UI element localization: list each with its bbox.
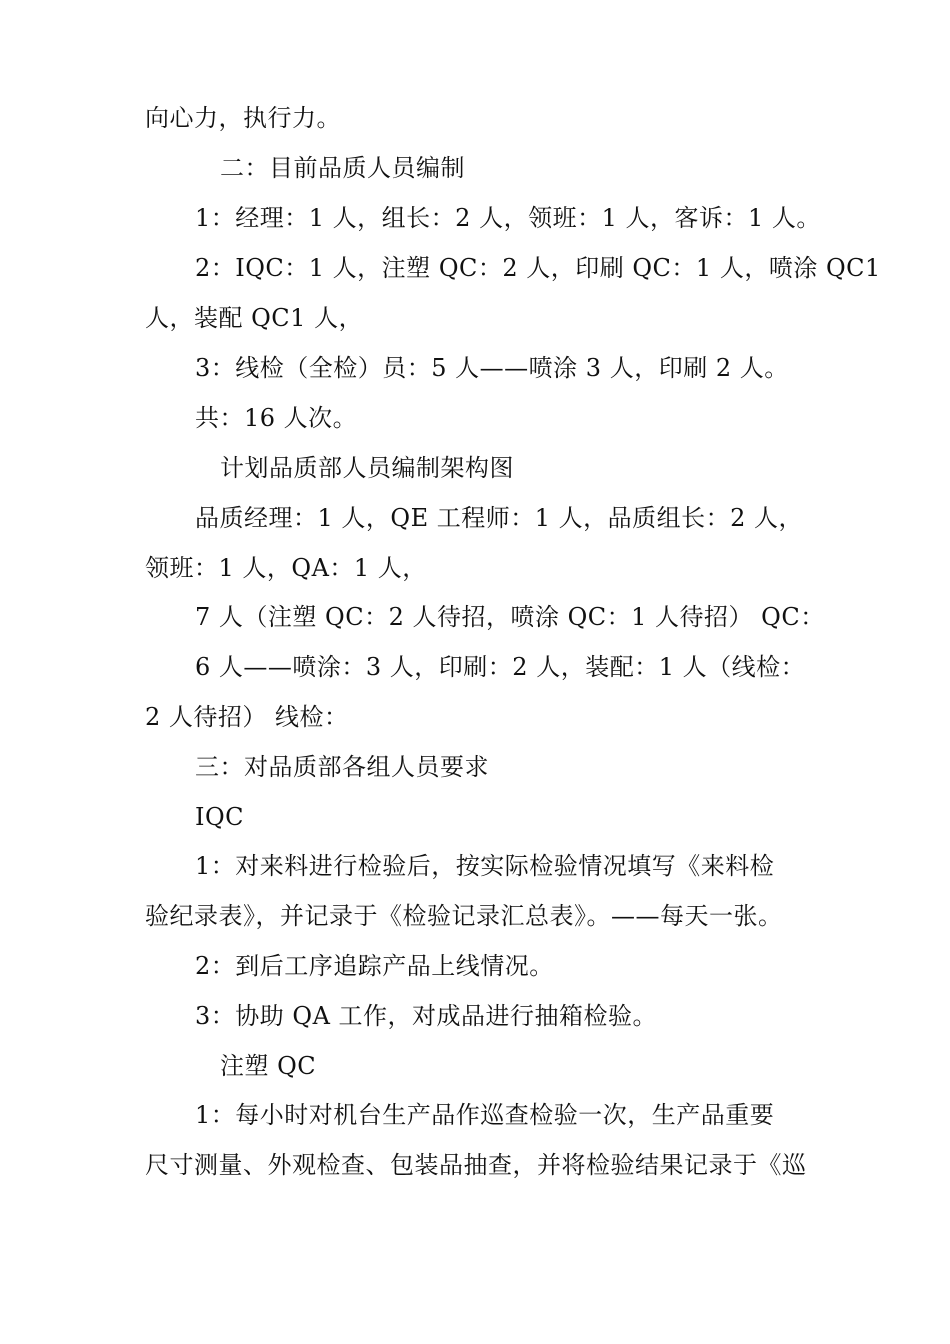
text-line: 领班：1 人，QA：1 人，	[145, 554, 427, 582]
section-heading: 二：目前品质人员编制	[220, 154, 465, 182]
text-line: 共：16 人次。	[195, 404, 358, 432]
subsection-heading: IQC	[195, 803, 245, 831]
text-line: 6 人——喷涂：3 人，印刷：2 人，装配：1 人（线检：	[195, 653, 806, 681]
text-line: 1：对来料进行检验后，按实际检验情况填写《来料检	[195, 852, 775, 880]
text-line: 人，装配 QC1 人，	[145, 304, 364, 332]
text-line: 3：线检（全检）员：5 人——喷涂 3 人，印刷 2 人。	[195, 354, 789, 382]
text-line: 尺寸测量、外观检查、包装品抽查，并将检验结果记录于《巡	[145, 1151, 807, 1179]
text-line: 2 人待招） 线检：	[145, 703, 349, 731]
text-line: 1：经理：1 人，组长：2 人，领班：1 人，客诉：1 人。	[195, 204, 821, 232]
text-line: 7 人（注塑 QC：2 人待招，喷涂 QC：1 人待招） QC：	[195, 603, 825, 631]
text-line: 向心力，执行力。	[145, 104, 341, 132]
text-line: 3：协助 QA 工作，对成品进行抽箱检验。	[195, 1002, 658, 1030]
text-line: 2：到后工序追踪产品上线情况。	[195, 952, 554, 980]
text-line: 1：每小时对机台生产品作巡查检验一次，生产品重要	[195, 1101, 775, 1129]
section-heading: 计划品质部人员编制架构图	[220, 454, 514, 482]
text-line: 品质经理：1 人，QE 工程师：1 人，品质组长：2 人，	[195, 504, 804, 532]
section-heading: 三：对品质部各组人员要求	[195, 753, 489, 781]
text-line: 2：IQC：1 人，注塑 QC：2 人，印刷 QC：1 人，喷涂 QC1	[195, 254, 881, 282]
text-line: 验纪录表》，并记录于《检验记录汇总表》。——每天一张。	[145, 902, 783, 930]
subsection-heading: 注塑 QC	[220, 1052, 317, 1080]
